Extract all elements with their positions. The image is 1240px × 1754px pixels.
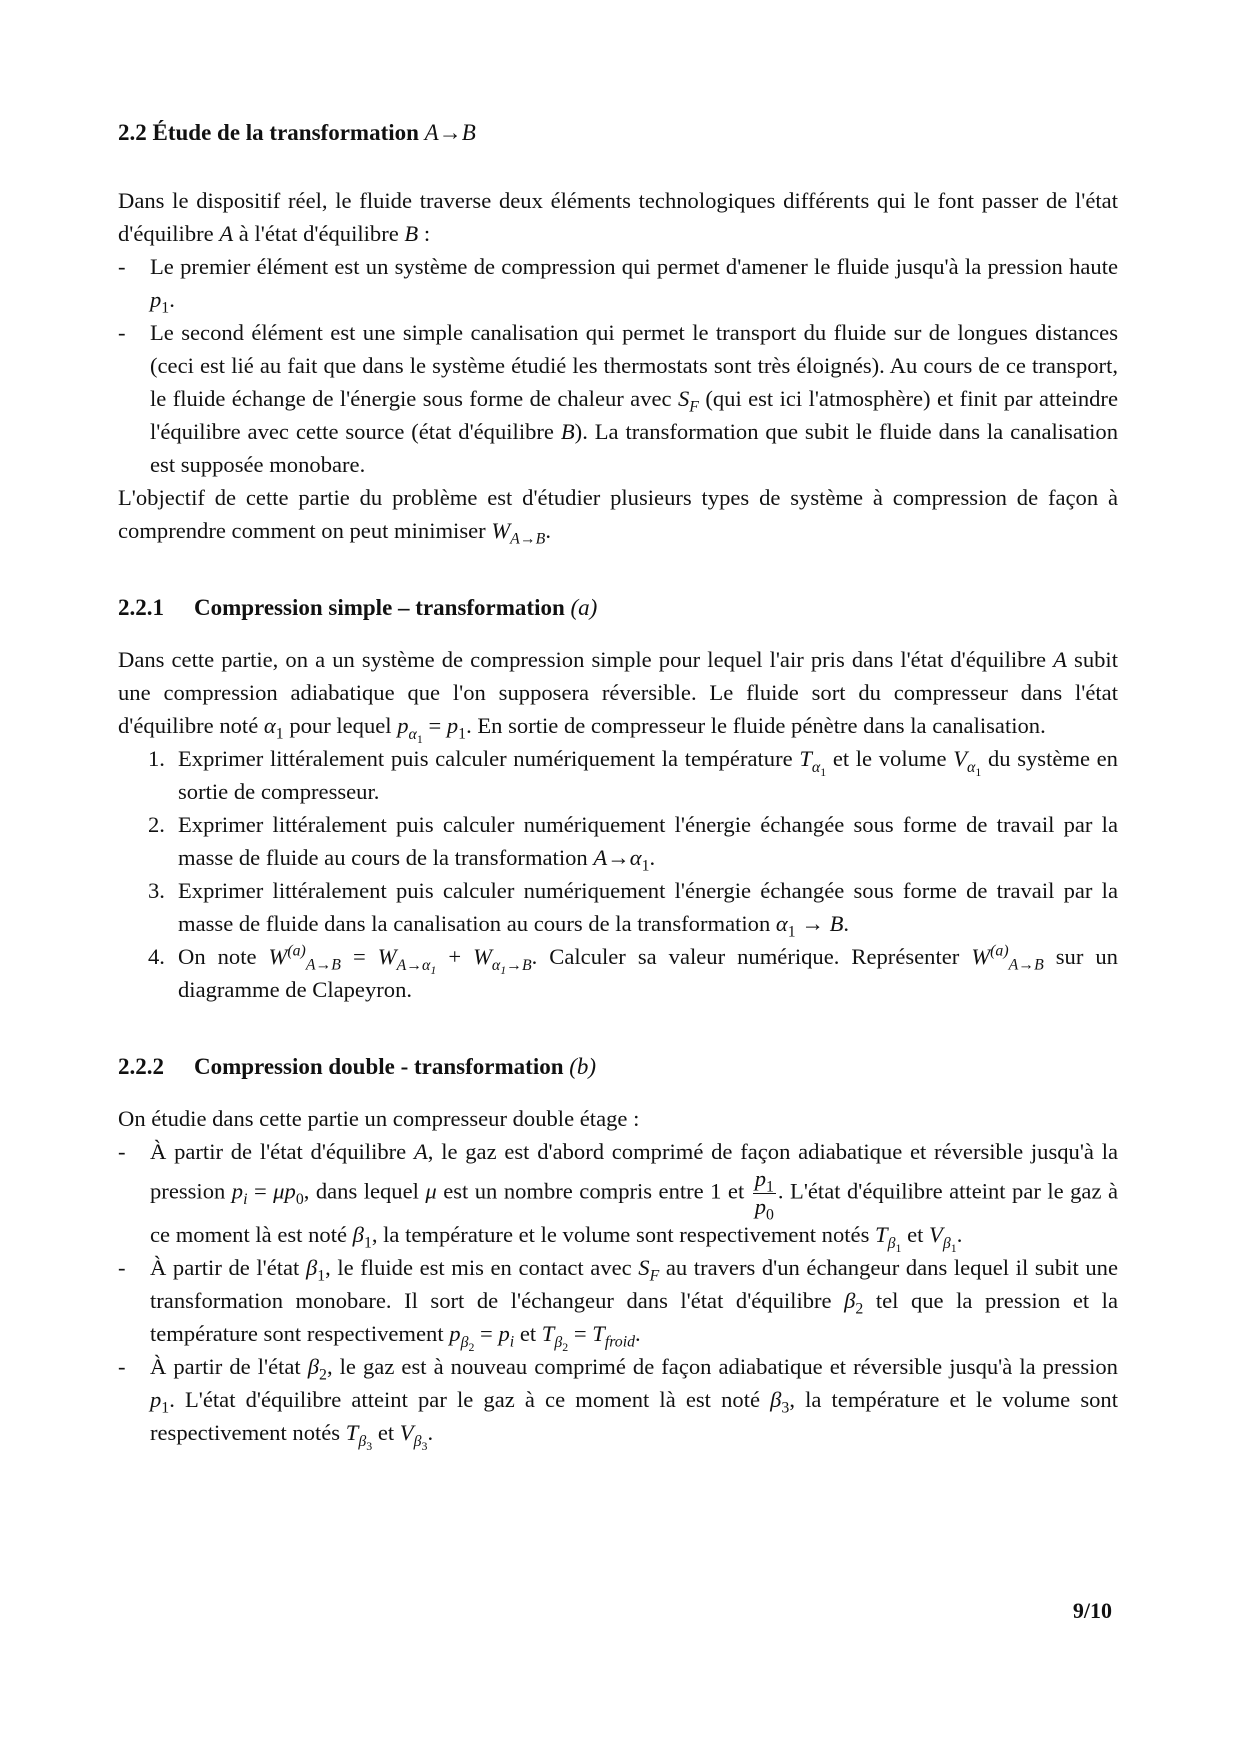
section-title: 2.2 Étude de la transformation A→B (118, 120, 476, 145)
question-1: 1. Exprimer littéralement puis calculer numériquement la température $T_{\alpha_1}$ et le volume $V_{\alpha_1}$ du système en sortie de compresseur. (148, 746, 1118, 804)
intro-bullet-canalisation: - Le second élément est une simple canalisation qui permet le transport du fluide sur de longues distances (ceci est lié au fait que dans le système étudié les thermostats sont très éloignés). Au cours de ce transport, le fluide échange de l'énergie sous forme de chaleur avec $S_F$ (qui est ici l'atmosphère) et finit par atteindre l'équilibre avec cette source (état d'équilibre B). La transformation que subit le fluide dans la canalisation est supposée monobare. (118, 316, 1118, 481)
question-3: 3. Exprimer littéralement puis calculer numériquement l'énergie échangée sous forme de travail par la masse de fluide dans la canalisation au cours de la transformation $\alpha_1 \to B$. (148, 878, 1118, 941)
double-compression-steps (118, 1135, 1119, 1453)
intro-bullet-list (118, 250, 1118, 481)
simple-compression-paragraph: Dans cette partie, on a un système de compression simple pour lequel l'air pris dans l'état d'équilibre A subit une compression adiabatique que l'on supposera réversible. Le fluide sort du compresseur dans l'état d'équilibre noté $\alpha_1$ pour lequel $p_{\alpha_1} = p_1$. En sortie de compresseur le fluide pénètre dans la canalisation. (118, 647, 1118, 746)
subsection-title-double: 2.2.2 Compression double - transformation (b) (118, 1054, 597, 1079)
step-exchanger: - À partir de l'état $\beta_1$, le fluide est mis en contact avec $S_F$ au travers d'un échangeur dans lequel il subit une transformation monobare. Il sort de l'échangeur dans l'état d'équilibre $\beta_2$ tel que la pression et la température sont respectivement $p_{\beta_2} = p_i$ et $T_{\beta_2} = T_{froid}$. (118, 1251, 1118, 1350)
subsection-title-simple: 2.2.1 Compression simple – transformation (a) (118, 595, 598, 620)
step-first-compression: - À partir de l'état d'équilibre A, le gaz est d'abord comprimé de façon adiabatique et réversible jusqu'à la pression $p_i = \mu p_0$, dans lequel μ est un nombre compris entre 1 et $\frac{p_1}{p_0}$ . L'état d'équilibre atteint par le gaz à ce moment là est noté $\beta_1$, la température et le volume sont respectivement notés $T_{\beta_1}$ et $V_{\beta_1}$. (118, 1135, 1118, 1251)
question-list-simple (118, 742, 1118, 1006)
page-number: 9/10 (1072, 1598, 1112, 1623)
question-2: 2. Exprimer littéralement puis calculer numériquement l'énergie échangée sous forme de travail par la masse de fluide au cours de la transformation $A\to\alpha_1$. (148, 812, 1118, 875)
intro-bullet-compression: - Le premier élément est un système de compression qui permet d'amener le fluide jusqu'à la pression haute $p_1$. (118, 250, 1118, 316)
objective-paragraph: L'objectif de cette partie du problème est d'étudier plusieurs types de système à compression de façon à comprendre comment on peut minimiser $W_{A\to B}$. (118, 485, 1118, 548)
question-4: 4. On note $W^{(a)}_{A\to B} = W_{A\to\alpha_1} + W_{\alpha_1\to B}$. Calculer sa valeur numérique. Représenter $W^{(a)}_{A\to B}$ sur un diagramme de Clapeyron. (148, 942, 1118, 1002)
double-compression-intro: On étudie dans cette partie un compresseur double étage : (118, 1106, 640, 1131)
step-second-compression: - À partir de l'état $\beta_2$, le gaz est à nouveau comprimé de façon adiabatique et réversible jusqu'à la pression $p_1$. L'état d'équilibre atteint par le gaz à ce moment là est noté $\beta_3$, la température et le volume sont respectivement notés $T_{\beta_3}$ et $V_{\beta_3}$. (118, 1350, 1118, 1449)
intro-paragraph: Dans le dispositif réel, le fluide traverse deux éléments technologiques différents qui le font passer de l'état d'équilibre A à l'état d'équilibre B : (118, 188, 1118, 246)
document-body (118, 118, 1119, 1453)
p1-over-p0-fraction: $\frac{p_1}{p_0}$ (754, 1166, 774, 1224)
